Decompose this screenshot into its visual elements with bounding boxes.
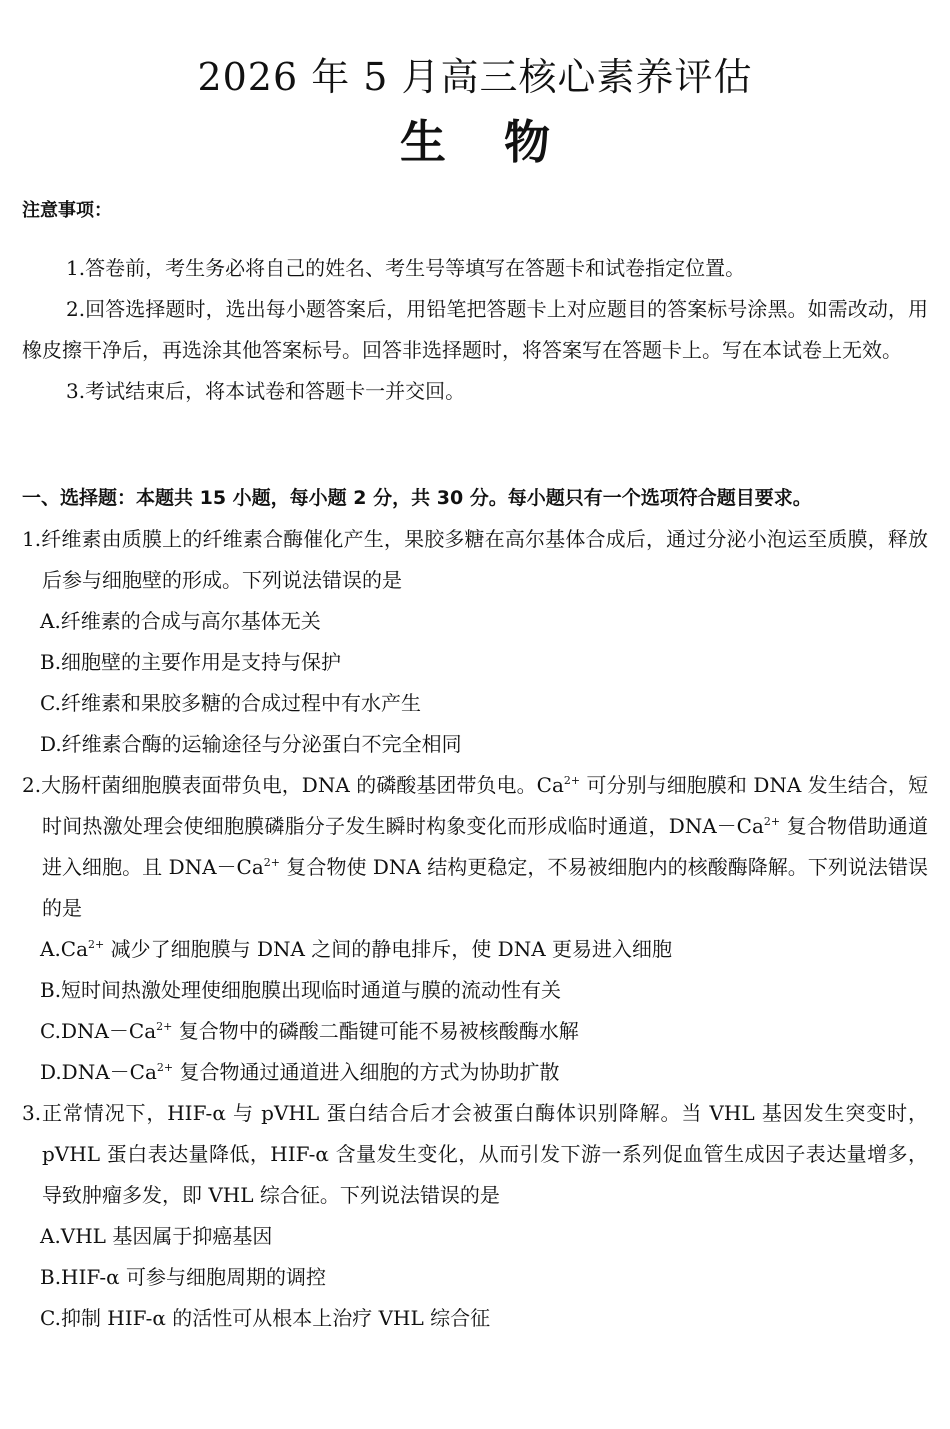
- notice-item: 1.答卷前，考生务必将自己的姓名、考生号等填写在答题卡和试卷指定位置。: [66, 256, 746, 280]
- question-list: [22, 519, 928, 1339]
- question-stem: [22, 765, 928, 929]
- question-1: [22, 519, 928, 765]
- superscript: 2+: [763, 815, 781, 828]
- option-c: $C.DNA-Ca^{2+}$ 复合物中的磷酸二酯键可能不易被核酸酶水解: [40, 1019, 579, 1043]
- exam-title: 2026 年 5 月高三核心素养评估: [197, 55, 753, 99]
- option-d: D.纤维素合酶的运输途径与分泌蛋白不完全相同: [40, 732, 462, 756]
- superscript: 2+: [156, 1061, 174, 1074]
- notice-item: 2.回答选择题时，选出每小题答案后，用铅笔把答题卡上对应题目的答案标号涂黑。如需改动，用橡皮擦干净后，再选涂其他答案标号。回答非选择题时，将答案写在答题卡上。写在本试卷上无效。: [22, 297, 928, 362]
- notice-item: 3.考试结束后，将本试卷和答题卡一并交回。: [66, 379, 466, 403]
- option-d: $D.DNA-Ca^{2+}$ 复合物通过通道进入细胞的方式为协助扩散: [40, 1060, 560, 1084]
- option-a: $A.Ca^{2+}$ 减少了细胞膜与 DNA 之间的静电排斥，使 DNA 更易进入细胞: [40, 937, 672, 961]
- option-b: B.细胞壁的主要作用是支持与保护: [40, 650, 342, 674]
- superscript: 2+: [263, 856, 280, 869]
- option-a: A.纤维素的合成与高尔基体无关: [40, 609, 321, 633]
- subject-char-1: 生: [400, 115, 446, 169]
- superscript: 2+: [88, 938, 105, 951]
- superscript: 2+: [563, 774, 581, 787]
- option-a: A.VHL 基因属于抑癌基因: [40, 1224, 273, 1248]
- question-2: [22, 765, 928, 1093]
- stem-text: 2.大肠杆菌细胞膜表面带负电，DNA 的磷酸基团带负电。Ca: [22, 773, 564, 797]
- option-c: C.纤维素和果胶多糖的合成过程中有水产生: [40, 691, 421, 715]
- stem-text: 复合物借助通道进入细胞。且 DNA－Ca: [42, 814, 928, 879]
- subject-title: [0, 112, 950, 172]
- question-3: [22, 1093, 928, 1339]
- question-stem: 3.正常情况下，HIF-α 与 pVHL 蛋白结合后才会被蛋白酶体识别降解。当 VHL 基因发生突变时，pVHL 蛋白表达量降低，HIF-α 含量发生变化，从而引发下游一系列促血管生成因子表达量增多，导致肿瘤多发，即 VHL 综合征。下列说法错误的是: [22, 1101, 928, 1207]
- subject-char-2: 物: [504, 115, 550, 169]
- option-b: B.HIF-α 可参与细胞周期的调控: [40, 1265, 326, 1289]
- question-stem: 1.纤维素由质膜上的纤维素合酶催化产生，果胶多糖在高尔基体合成后，通过分泌小泡运至质膜，释放后参与细胞壁的形成。下列说法错误的是: [22, 527, 928, 592]
- section-heading: 一、选择题：本题共 15 小题，每小题 2 分，共 30 分。每小题只有一个选项符合题目要求。: [22, 487, 812, 509]
- stem-text: 复合物使 DNA 结构更稳定，不易被细胞内的核酸酶降解。下列说法错误的是: [42, 855, 928, 920]
- superscript: 2+: [156, 1020, 173, 1033]
- notice-list: [22, 248, 928, 412]
- stem-text: 可分别与细胞膜和 DNA 发生结合，短时间热激处理会使细胞膜磷脂分子发生瞬时构象变化而形成临时通道，DNA－Ca: [42, 773, 928, 838]
- notice-heading: 注意事项：: [22, 200, 112, 221]
- option-c: C.抑制 HIF-α 的活性可从根本上治疗 VHL 综合征: [40, 1306, 491, 1330]
- option-b: B.短时间热激处理使细胞膜出现临时通道与膜的流动性有关: [40, 978, 562, 1002]
